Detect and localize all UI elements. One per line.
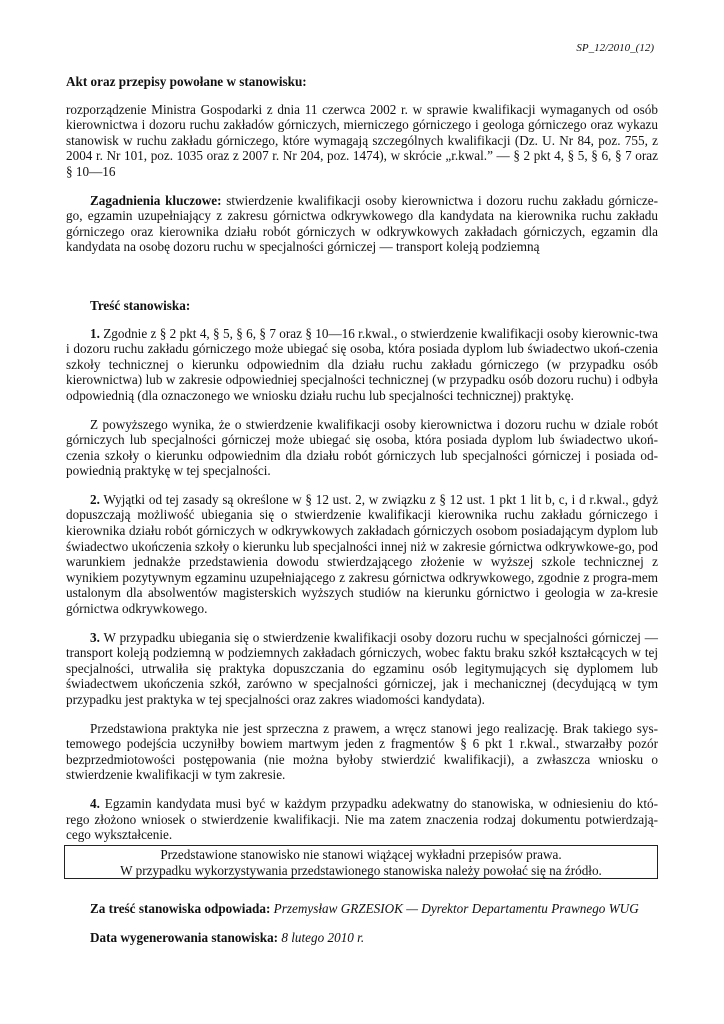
responsible-value: Przemysław GRZESIOK — Dyrektor Departamentu Prawnego WUG	[270, 901, 639, 916]
page-code: SP_12/2010_(12)	[576, 42, 654, 54]
paragraph-2	[66, 492, 658, 617]
paragraph-4	[66, 796, 658, 843]
responsible-line	[90, 901, 639, 917]
disclaimer-box	[64, 845, 658, 879]
acts-text: rozporządzenie Ministra Gospodarki z dnia 11 czerwca 2002 r. w sprawie kwalifikacji wymaganych od osób kierownictwa i dozoru ruchu zakładów górniczych, mierniczego górniczego i geologa górniczego oraz wykazu stanowisk w ruchu zakładu górniczego, które wymagają szczególnych kwalifikacji (Dz. U. Nr 84, poz. 755, z 2004 r. Nr 101, poz. 1035 oraz z 2007 r. Nr 204, poz. 1474), w skrócie „r.kwal.” — § 2 pkt 4, § 5, § 6, § 7 oraz § 10—16	[66, 101, 658, 179]
paragraph-3-number: 3.	[90, 629, 100, 645]
paragraph-3-text: W przypadku ubiegania się o stwierdzenie kwalifikacji osoby dozoru ruchu w specjalności górniczej — transport koleją podziemną w podziemnych zakładach górniczych, wobec faktu braku szkół kształcących w tej specjalności, utrwaliła się praktyka dopuszczania do egzaminu osób legitymujących się dyplomem lub świadectwem ukończenia szkół, zarówno w specjalności górniczej, jak i mechanicznej (decydującą w tym przypadku jest praktyka w tej specjalności oraz zakres wiadomości kandydata).	[66, 629, 658, 707]
date-line	[90, 930, 364, 946]
disclaimer-line-1: Przedstawione stanowisko nie stanowi wiążącej wykładni przepisów prawa.	[160, 847, 562, 862]
keywords-label: Zagadnienia kluczowe:	[90, 192, 222, 208]
paragraph-2-number: 2.	[90, 491, 100, 507]
paragraph-3	[66, 630, 658, 708]
responsible-label: Za treść stanowiska odpowiada:	[90, 901, 271, 916]
paragraph-1-text: Zgodnie z § 2 pkt 4, § 5, § 6, § 7 oraz § 10—16 r.kwal., o stwierdzenie kwalifikacji osoby kierownic-twa i dozoru ruchu zakładu górniczego może ubiegać się osoba, która posiada dyplom lub świadectwo ukoń-czenia szkoły technicznej o kierunku odpowiednim dla działu ruchu zakładu górniczego (w przypadku osób kierownictwa) lub w zakresie odpowiedniej specjalności technicznej (w przypadku osób dozoru ruchu) i odbyła odpowiednią (dla oznaczonego we wniosku działu ruchu lub specjalności technicznej) praktykę.	[66, 325, 658, 403]
paragraph-1b: Z powyższego wynika, że o stwierdzenie kwalifikacji osoby kierownictwa i dozoru ruchu w dziale robót górniczych lub specjalności górniczej może ubiegać się osoba, która posiada dyplom lub świadectwo ukoń-czenia szkoły o kierunku odpowiednim dla działu robót górniczych lub specjalności górniczej i posiada od-powiednią praktykę w tej specjalności.	[66, 416, 658, 479]
date-value: 8 lutego 2010 r.	[278, 930, 365, 945]
paragraph-4-number: 4.	[90, 795, 100, 811]
paragraph-3b: Przedstawiona praktyka nie jest sprzeczna z prawem, a wręcz stanowi jego realizację. Brak takiego sys-temowego podejścia uczyniłby bowiem martwym jeden z fragmentów § 6 pkt 1 r.kwal., stwarzałby pozór bezprzedmiotowości postępowania (nie można byłoby stwierdzić kwalifikacji), a zwłaszcza wniosku o stwierdzenie kwalifikacji w tym zakresie.	[66, 720, 658, 783]
keywords-paragraph	[66, 193, 658, 255]
document-body	[66, 74, 658, 856]
paragraph-2-text: Wyjątki od tej zasady są określone w § 12 ust. 2, w związku z § 12 ust. 1 pkt 1 lit b, c, i d r.kwal., gdyż dopuszczają możliwość ubiegania się o stwierdzenie kwalifikacji kierownika ruchu zakładu górniczego i kierownika działu robót górniczych w odkrywkowych zakładach górniczych osobom posiadającym dyplom lub świadectwo ukończenia szkoły o kierunku lub specjalności innej niż w zakresie górnictwa odkrywkowe-go, pod warunkiem jednakże przedstawienia dowodu stwierdzającego złożenie w wyższej szkole technicznej z wynikiem pozytywnym egzaminu uzupełniającego z zakresu górnictwa odkrywkowego, zgodnie z progra-mem ustalonym dla absolwentów magisterskich wyższych studiów na kierunku górnictwo i geologia w za-kresie górnictwa odkrywkowego.	[66, 491, 658, 617]
acts-heading: Akt oraz przepisy powołane w stanowisku:	[66, 74, 307, 89]
disclaimer-line-2: W przypadku wykorzystywania przedstawionego stanowiska należy powołać się na źródło.	[120, 862, 602, 878]
date-label: Data wygenerowania stanowiska:	[90, 930, 279, 945]
keywords-text: stwierdzenie kwalifikacji osoby kierownictwa i dozoru ruchu zakładu górnicze-go, egzamin uzupełniający z zakresu górnictwa odkrywkowego dla kandydata na kierownika ruchu zakładu górniczego oraz kierownika działu robót górniczych w odkrywkowych zakładach górniczych, egzamin dla kandydata na osobę dozoru ruchu w specjalności górniczej — transport koleją podziemną	[66, 192, 658, 255]
paragraph-1	[66, 326, 658, 404]
paragraph-1-number: 1.	[90, 325, 100, 341]
spacer	[66, 268, 658, 298]
content-heading: Treść stanowiska:	[90, 297, 191, 313]
paragraph-4-text: Egzamin kandydata musi być w każdym przypadku adekwatny do stanowiska, w odniesieniu do któ-rego złożono wniosek o stwierdzenie kwalifikacji. Nie ma zatem znaczenia rodzaj dokumentu potwierdzają-cego wykształcenie.	[66, 795, 658, 843]
